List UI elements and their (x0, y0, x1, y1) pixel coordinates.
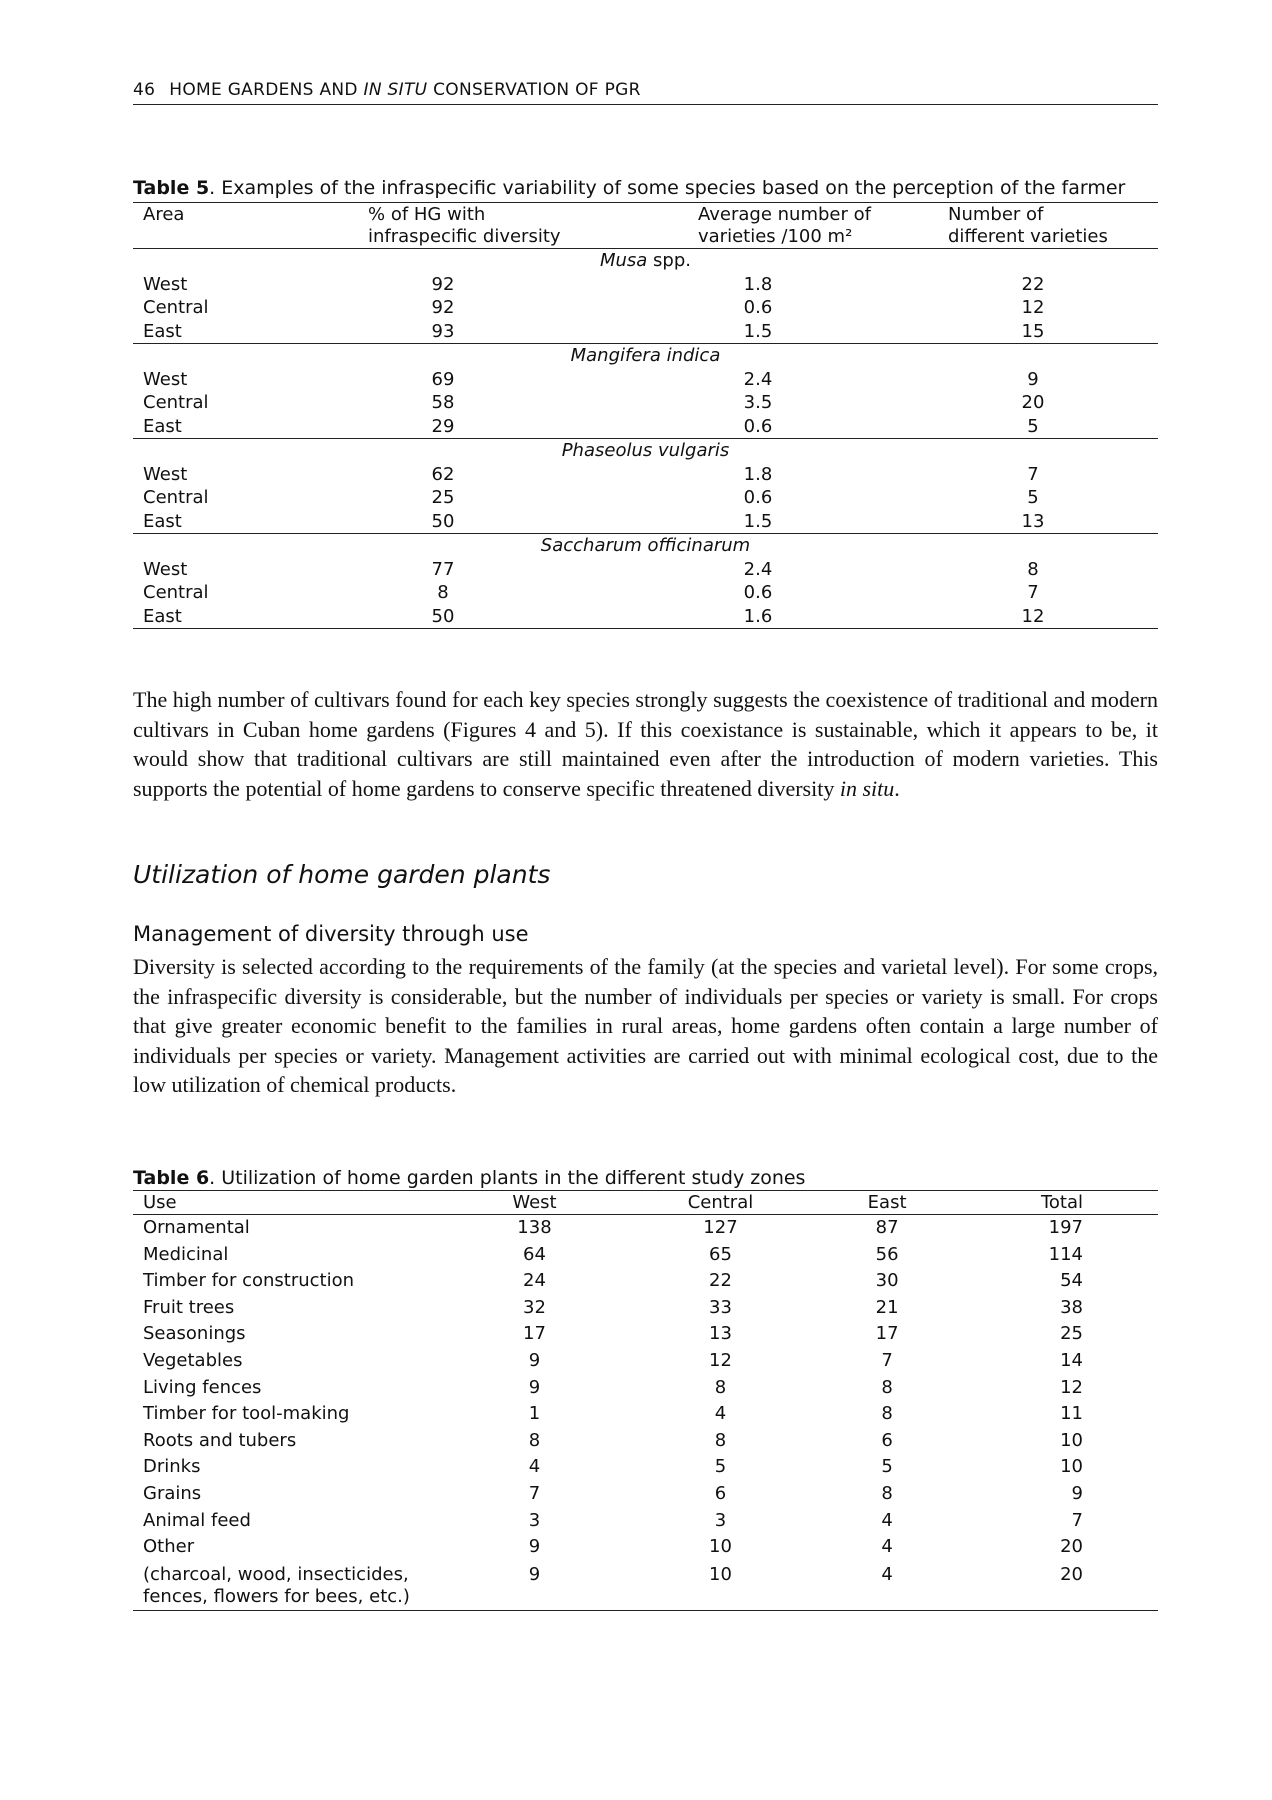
cell-area: East (143, 510, 182, 532)
table-row (133, 1375, 1158, 1402)
table-row (133, 1481, 1158, 1508)
cell-east: 4 (881, 1563, 893, 1585)
cell-west: 7 (528, 1482, 541, 1504)
cell-num-varieties: 9 (1027, 368, 1039, 390)
cell-use: Drinks (143, 1456, 201, 1478)
col-header-pct-hg: % of HG with infraspecific diversity (368, 204, 561, 247)
table-5-header-row (133, 203, 1158, 249)
cell-use: Grains (143, 1482, 202, 1504)
cell-use: Timber for construction (143, 1270, 355, 1292)
cell-num-varieties: 7 (1027, 463, 1039, 485)
cell-total: 20 (1060, 1536, 1083, 1558)
cell-east: 4 (881, 1509, 893, 1531)
table-6-caption-text: . Utilization of home garden plants in the different study zones (209, 1167, 806, 1189)
cell-east: 21 (875, 1296, 899, 1318)
table-5-label: Table 5 (133, 177, 210, 199)
species-group-row (133, 534, 1158, 558)
running-head-title-post: CONSERVATION OF PGR (427, 80, 641, 100)
table-row (133, 463, 1158, 487)
section-title: Utilization of home garden plants (133, 860, 551, 889)
cell-total: 12 (1060, 1376, 1083, 1398)
cell-area: East (143, 415, 182, 437)
table-row (133, 1242, 1158, 1269)
col-header-total: Total (1040, 1192, 1083, 1213)
cell-central: 65 (709, 1243, 732, 1265)
species-group-row (133, 344, 1158, 368)
cell-east: 5 (881, 1456, 893, 1478)
cell-pct-hg: 50 (431, 510, 455, 532)
table-row (133, 1268, 1158, 1295)
cell-pct-hg: 25 (431, 487, 455, 508)
cell-total: 25 (1060, 1323, 1083, 1345)
cell-total: 14 (1060, 1349, 1083, 1371)
col-header-west: West (512, 1192, 557, 1213)
cell-total: 9 (1071, 1482, 1083, 1504)
cell-num-varieties: 20 (1021, 392, 1045, 413)
cell-pct-hg: 92 (431, 297, 455, 318)
cell-east: 87 (875, 1217, 899, 1238)
cell-central: 4 (714, 1403, 727, 1425)
cell-pct-hg: 93 (431, 320, 455, 342)
col-header-use: Use (143, 1192, 177, 1213)
cell-west: 24 (523, 1270, 546, 1292)
cell-central: 10 (709, 1563, 732, 1585)
cell-use: Roots and tubers (143, 1429, 297, 1451)
cell-central: 8 (714, 1376, 727, 1398)
table-row (133, 581, 1158, 605)
table-6-grid (133, 1190, 1158, 1611)
cell-area: Central (143, 582, 209, 603)
cell-total: 54 (1060, 1270, 1083, 1292)
cell-use: Medicinal (143, 1243, 229, 1265)
cell-avg-varieties: 0.6 (743, 582, 773, 603)
table-row (133, 1215, 1158, 1242)
table-row (133, 415, 1158, 439)
cell-avg-varieties: 0.6 (743, 415, 773, 437)
table-5-caption-text: . Examples of the infraspecific variability of some species based on the perception of the farmer (209, 177, 1126, 199)
table-5-caption (133, 176, 1158, 200)
cell-area: Central (143, 297, 209, 318)
table-row (133, 296, 1158, 320)
paragraph-1-end: . (894, 775, 900, 801)
table-row (133, 486, 1158, 510)
table-row (133, 320, 1158, 344)
cell-avg-varieties: 3.5 (743, 392, 773, 413)
cell-west: 8 (528, 1429, 541, 1451)
cell-avg-varieties: 2.4 (743, 368, 773, 390)
cell-east: 30 (875, 1270, 899, 1292)
table-row (133, 1401, 1158, 1428)
table-6 (133, 1166, 1158, 1611)
cell-total: 38 (1060, 1296, 1083, 1318)
species-name: Saccharum officinarum (540, 535, 751, 556)
cell-use: Living fences (143, 1376, 262, 1398)
cell-west: 3 (528, 1509, 541, 1531)
cell-area: West (143, 558, 188, 580)
subsection-title: Management of diversity through use (133, 922, 529, 946)
cell-num-varieties: 5 (1027, 415, 1039, 437)
col-header-east: East (867, 1192, 907, 1213)
cell-use: Other (143, 1536, 195, 1558)
table-6-header-row (133, 1191, 1158, 1215)
cell-west: 1 (528, 1403, 541, 1425)
cell-num-varieties: 15 (1021, 320, 1045, 342)
cell-west: 4 (528, 1456, 541, 1478)
cell-area: Central (143, 487, 209, 508)
cell-use: Seasonings (143, 1323, 246, 1345)
col-header-area: Area (143, 204, 185, 225)
cell-west: 9 (528, 1536, 541, 1558)
cell-west: 9 (528, 1563, 541, 1585)
cell-area: East (143, 320, 182, 342)
table-6-body (133, 1215, 1158, 1611)
paragraph-diversity-use: Diversity is selected according to the requirements of the family (at the species and varietal level). For some crops, the infraspecific diversity is considerable, but the number of individuals per species or variety is small. For crops that give greater economic benefit to the families in rural areas, home gardens often contain a large number of individuals per species or variety. Management activities are carried out with minimal ecological cost, due to the low utilization of chemical products. (133, 954, 1158, 1098)
table-row (133, 1321, 1158, 1348)
cell-east: 6 (881, 1429, 893, 1451)
cell-pct-hg: 50 (431, 605, 455, 627)
running-head-title-pre: HOME GARDENS AND (169, 80, 364, 100)
cell-total: 114 (1048, 1243, 1083, 1265)
cell-total: 10 (1060, 1456, 1083, 1478)
cell-central: 3 (714, 1509, 727, 1531)
cell-west: 17 (523, 1323, 546, 1345)
cell-num-varieties: 12 (1021, 297, 1045, 318)
cell-east: 17 (875, 1323, 899, 1345)
cell-pct-hg: 62 (431, 463, 455, 485)
cell-central: 127 (703, 1217, 738, 1238)
cell-pct-hg: 69 (431, 368, 455, 390)
page-number: 46 (133, 80, 156, 100)
table-5 (133, 176, 1158, 629)
table-row (133, 368, 1158, 392)
cell-pct-hg: 92 (431, 273, 455, 295)
cell-use: Timber for tool-making (143, 1403, 350, 1425)
cell-use: Animal feed (143, 1509, 251, 1531)
species-group-row (133, 439, 1158, 463)
table-row (133, 273, 1158, 297)
cell-central: 5 (714, 1456, 727, 1478)
cell-east: 7 (881, 1349, 893, 1371)
cell-central: 12 (709, 1349, 732, 1371)
cell-pct-hg: 58 (431, 392, 455, 413)
table-5-body (133, 249, 1158, 629)
cell-avg-varieties: 1.6 (743, 605, 773, 627)
cell-east: 8 (881, 1376, 893, 1398)
cell-num-varieties: 13 (1021, 510, 1045, 532)
cell-num-varieties: 8 (1027, 558, 1039, 580)
cell-pct-hg: 8 (437, 582, 449, 603)
col-header-central: Central (687, 1192, 754, 1213)
cell-total: 197 (1048, 1217, 1083, 1238)
cell-central: 10 (709, 1536, 732, 1558)
running-head-title-italic: IN SITU (363, 80, 428, 100)
cell-avg-varieties: 1.5 (743, 510, 773, 532)
cell-avg-varieties: 0.6 (743, 487, 773, 508)
cell-num-varieties: 7 (1027, 582, 1039, 603)
cell-total: 7 (1071, 1509, 1083, 1531)
table-row (133, 1428, 1158, 1455)
table-row (133, 1454, 1158, 1481)
col-header-num-varieties: Number of different varieties (948, 204, 1108, 247)
cell-area: East (143, 605, 182, 627)
paragraph-1-italic: in situ (839, 775, 895, 801)
cell-west: 138 (517, 1217, 552, 1238)
table-6-caption (133, 1166, 1158, 1190)
table-row (133, 510, 1158, 534)
cell-avg-varieties: 0.6 (743, 297, 773, 318)
cell-num-varieties: 12 (1021, 605, 1045, 627)
cell-area: West (143, 368, 188, 390)
cell-pct-hg: 29 (431, 415, 455, 437)
cell-area: West (143, 463, 188, 485)
cell-central: 8 (714, 1429, 727, 1451)
cell-central: 6 (714, 1482, 727, 1504)
cell-total: 10 (1060, 1429, 1083, 1451)
cell-use: Vegetables (143, 1349, 243, 1371)
cell-west: 9 (528, 1349, 541, 1371)
cell-avg-varieties: 1.5 (743, 320, 773, 342)
table-row (133, 1508, 1158, 1535)
cell-num-varieties: 5 (1027, 487, 1039, 508)
table-5-grid (133, 202, 1158, 629)
cell-area: West (143, 273, 188, 295)
table-6-label: Table 6 (133, 1167, 210, 1189)
table-row (133, 605, 1158, 629)
table-row (133, 1534, 1158, 1561)
cell-num-varieties: 22 (1021, 273, 1045, 295)
species-name: Mangifera indica (570, 345, 721, 366)
cell-use: Fruit trees (143, 1296, 235, 1318)
table-row (133, 1348, 1158, 1375)
cell-central: 22 (709, 1270, 732, 1292)
cell-use: Ornamental (143, 1217, 250, 1238)
cell-east: 56 (875, 1243, 899, 1265)
species-name: Musa spp. (599, 250, 692, 271)
running-head (133, 80, 1158, 105)
cell-total: 20 (1060, 1563, 1083, 1585)
paragraph-1-text: The high number of cultivars found for each key species strongly suggests the coexistence of traditional and modern cultivars in Cuban home gardens (Figures 4 and 5). If this coexistance is sustainable, which it appears to be, it would show that traditional cultivars are still maintained even after the introduction of modern varieties. This supports the potential of home gardens to conserve specific threatened diversity (133, 687, 1158, 801)
paragraph-coexistence (133, 685, 1158, 803)
cell-pct-hg: 77 (431, 558, 455, 580)
cell-west: 9 (528, 1376, 541, 1398)
col-header-avg-varieties: Average number of varieties /100 m² (698, 204, 871, 247)
table-row (133, 391, 1158, 415)
cell-area: Central (143, 392, 209, 413)
cell-avg-varieties: 1.8 (743, 463, 773, 485)
cell-east: 8 (881, 1482, 893, 1504)
cell-central: 33 (709, 1296, 732, 1318)
cell-east: 4 (881, 1536, 893, 1558)
cell-east: 8 (881, 1403, 893, 1425)
cell-west: 32 (523, 1296, 546, 1318)
cell-avg-varieties: 2.4 (743, 558, 773, 580)
cell-avg-varieties: 1.8 (743, 273, 773, 295)
table-row (133, 1561, 1158, 1611)
cell-central: 13 (709, 1323, 732, 1345)
cell-use: (charcoal, wood, insecticides, fences, flowers for bees, etc.) (143, 1563, 410, 1607)
cell-total: 11 (1060, 1403, 1083, 1425)
cell-west: 64 (523, 1243, 546, 1265)
table-row (133, 1295, 1158, 1322)
species-name: Phaseolus vulgaris (561, 440, 730, 461)
species-group-row (133, 249, 1158, 273)
table-row (133, 558, 1158, 582)
